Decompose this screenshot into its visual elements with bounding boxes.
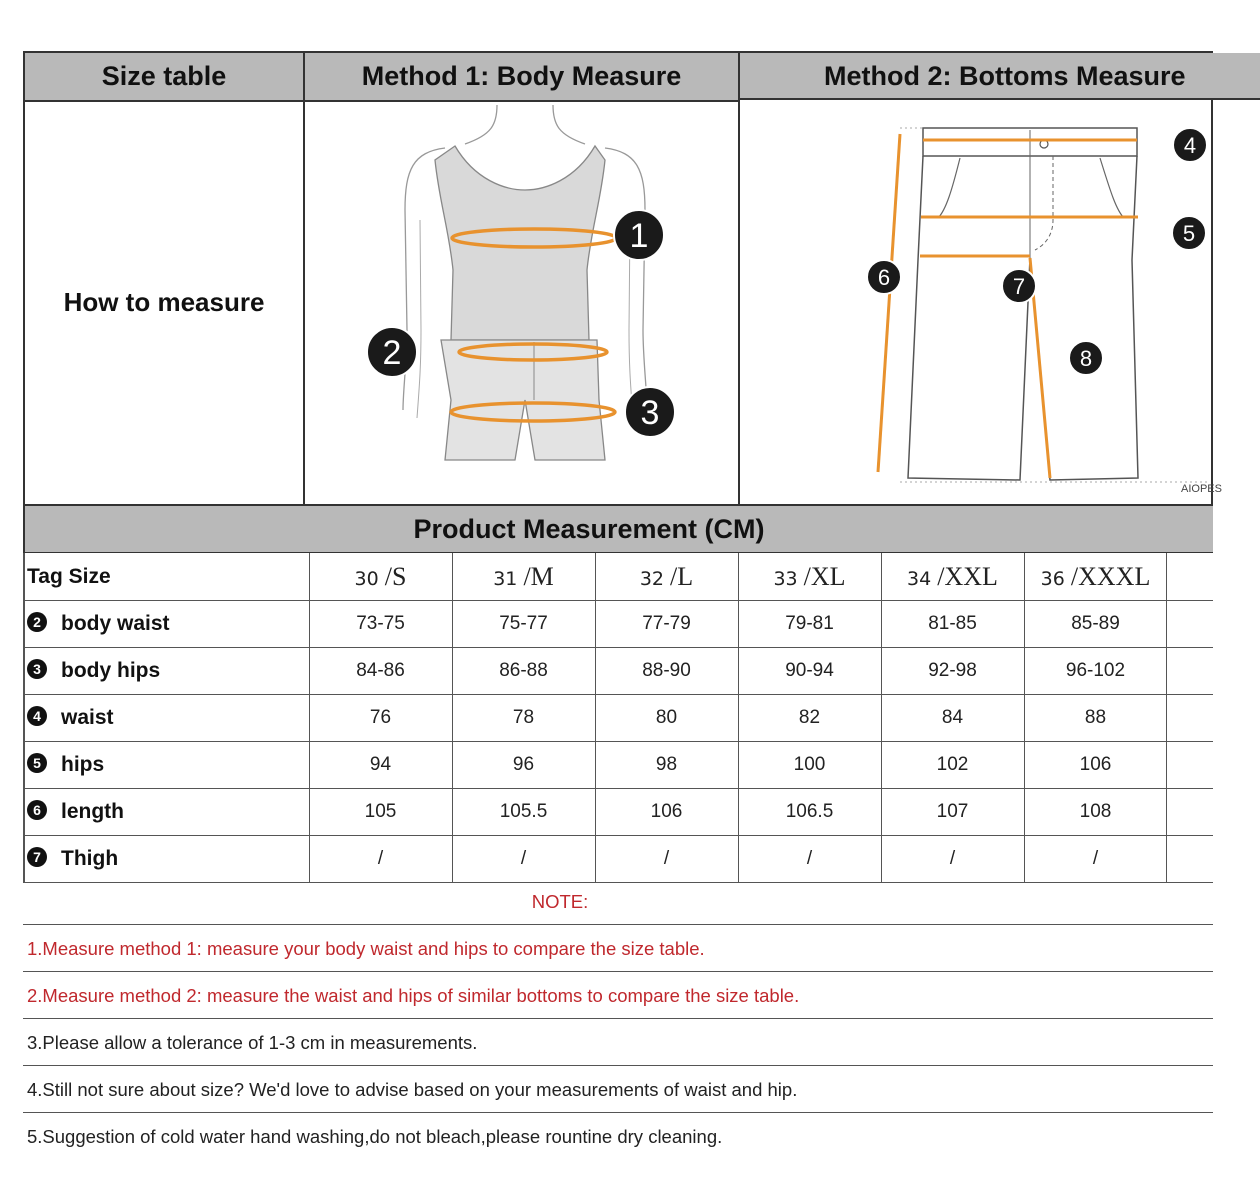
measure-value: 108	[1079, 801, 1112, 822]
measure-value: 100	[793, 754, 826, 775]
measure-value: 107	[936, 801, 969, 822]
marker-3	[625, 387, 675, 437]
note-item-4: 4.Still not sure about size? We'd love to advise based on your measurements of waist and hip.	[23, 1067, 1213, 1113]
measure-value: 105.5	[499, 801, 548, 822]
measure-value: 106	[650, 801, 683, 822]
grid-line	[881, 553, 882, 882]
measure-value: 76	[369, 707, 392, 728]
measure-row-waist	[23, 694, 1213, 742]
measure-value: 81-85	[928, 613, 977, 634]
measure-value: /	[663, 848, 670, 869]
svg-text:6: 6	[877, 265, 891, 290]
size-header-m: 31 /M	[493, 562, 554, 591]
tag-size-row	[23, 553, 1213, 601]
bullet-number-icon: 6	[27, 800, 47, 820]
watermark: AIOPES	[1181, 483, 1222, 495]
measure-value: 105	[364, 801, 397, 822]
svg-text:2: 2	[382, 334, 402, 372]
measure-label: 7 Thigh	[23, 835, 118, 882]
marker-6	[867, 260, 901, 294]
note-item-5: 5.Suggestion of cold water hand washing,do not bleach,please rountine dry cleaning.	[27, 1126, 723, 1147]
bullet-number-icon: 3	[27, 659, 47, 679]
measure-value: /	[806, 848, 813, 869]
grid-line	[309, 553, 310, 882]
measure-value: /	[1092, 848, 1099, 869]
measure-value: 75-77	[499, 613, 548, 634]
measure-label: 2 body waist	[23, 600, 170, 647]
measure-value: 98	[655, 754, 678, 775]
grid-line	[1166, 553, 1167, 882]
measure-row-body-waist	[23, 600, 1213, 648]
marker-7	[1002, 269, 1036, 303]
measure-value: 82	[798, 707, 821, 728]
measure-label: 3 body hips	[23, 647, 160, 694]
svg-text:1: 1	[629, 217, 649, 255]
size-table-header: Size table	[25, 53, 303, 102]
marker-4	[1173, 128, 1207, 162]
measure-label: 5 hips	[23, 741, 104, 788]
measure-value: /	[520, 848, 527, 869]
measure-value: 88	[1084, 707, 1107, 728]
measure-value: 88-90	[642, 660, 691, 681]
measure-row-hips	[23, 741, 1213, 789]
method2-header: Method 2: Bottoms Measure	[740, 53, 1260, 100]
size-header-xl: 33 /XL	[773, 562, 846, 591]
marker-8	[1069, 341, 1103, 375]
svg-text:7: 7	[1012, 274, 1026, 299]
measure-value: 94	[369, 754, 392, 775]
measure-value: 78	[512, 707, 535, 728]
measure-row-body-hips	[23, 647, 1213, 695]
marker-2	[367, 327, 417, 377]
measure-label: 4 waist	[23, 694, 114, 741]
measure-row-thigh	[23, 835, 1213, 883]
measure-value: /	[949, 848, 956, 869]
measure-value: 102	[936, 754, 969, 775]
note-item-2: 2.Measure method 2: measure the waist and hips of similar bottoms to compare the size table.	[23, 973, 1213, 1019]
measure-value: 77-79	[642, 613, 691, 634]
svg-text:8: 8	[1079, 346, 1093, 371]
measure-value: 92-98	[928, 660, 977, 681]
body-measure-figure	[305, 100, 738, 504]
measure-value: 96	[512, 754, 535, 775]
measure-label: 6 length	[23, 788, 124, 835]
marker-1	[614, 210, 664, 260]
bullet-number-icon: 2	[27, 612, 47, 632]
svg-text:5: 5	[1182, 221, 1196, 246]
tag-size-label: Tag Size	[27, 565, 111, 588]
measure-value: 90-94	[785, 660, 834, 681]
marker-5	[1172, 216, 1206, 250]
measure-value: 106	[1079, 754, 1112, 775]
grid-line	[452, 553, 453, 882]
measure-value: /	[377, 848, 384, 869]
grid-line	[1024, 553, 1025, 882]
measure-value: 84	[941, 707, 964, 728]
bullet-number-icon: 7	[27, 847, 47, 867]
measure-value: 79-81	[785, 613, 834, 634]
measure-value: 106.5	[785, 801, 834, 822]
note-item-1: 1.Measure method 1: measure your body waist and hips to compare the size table.	[23, 926, 1213, 972]
measure-value: 80	[655, 707, 678, 728]
measure-value: 85-89	[1071, 613, 1120, 634]
measure-value: 84-86	[356, 660, 405, 681]
grid-line	[595, 553, 596, 882]
note-item-3: 3.Please allow a tolerance of 1-3 cm in measurements.	[23, 1020, 1213, 1066]
size-header-xxxl: 36 /XXXL	[1040, 562, 1151, 591]
how-to-measure-label: How to measure	[63, 286, 265, 317]
measure-value: 73-75	[356, 613, 405, 634]
svg-text:3: 3	[640, 394, 660, 432]
note-title: NOTE:	[531, 891, 589, 912]
bottoms-measure-figure	[740, 100, 1222, 504]
svg-text:4: 4	[1183, 133, 1197, 158]
measure-row-length	[23, 788, 1213, 836]
grid-line	[23, 553, 25, 882]
bullet-number-icon: 5	[27, 753, 47, 773]
grid-line	[738, 553, 739, 882]
size-header-s: 30 /S	[354, 562, 407, 591]
size-header-xxl: 34 /XXL	[907, 562, 998, 591]
measure-value: 96-102	[1065, 660, 1126, 681]
size-header-l: 32 /L	[639, 562, 694, 591]
measure-guide-table	[23, 51, 1222, 506]
measure-value: 86-88	[499, 660, 548, 681]
bullet-number-icon: 4	[27, 706, 47, 726]
method1-header: Method 1: Body Measure	[305, 53, 738, 102]
product-measurement-header: Product Measurement (CM)	[23, 506, 1213, 553]
